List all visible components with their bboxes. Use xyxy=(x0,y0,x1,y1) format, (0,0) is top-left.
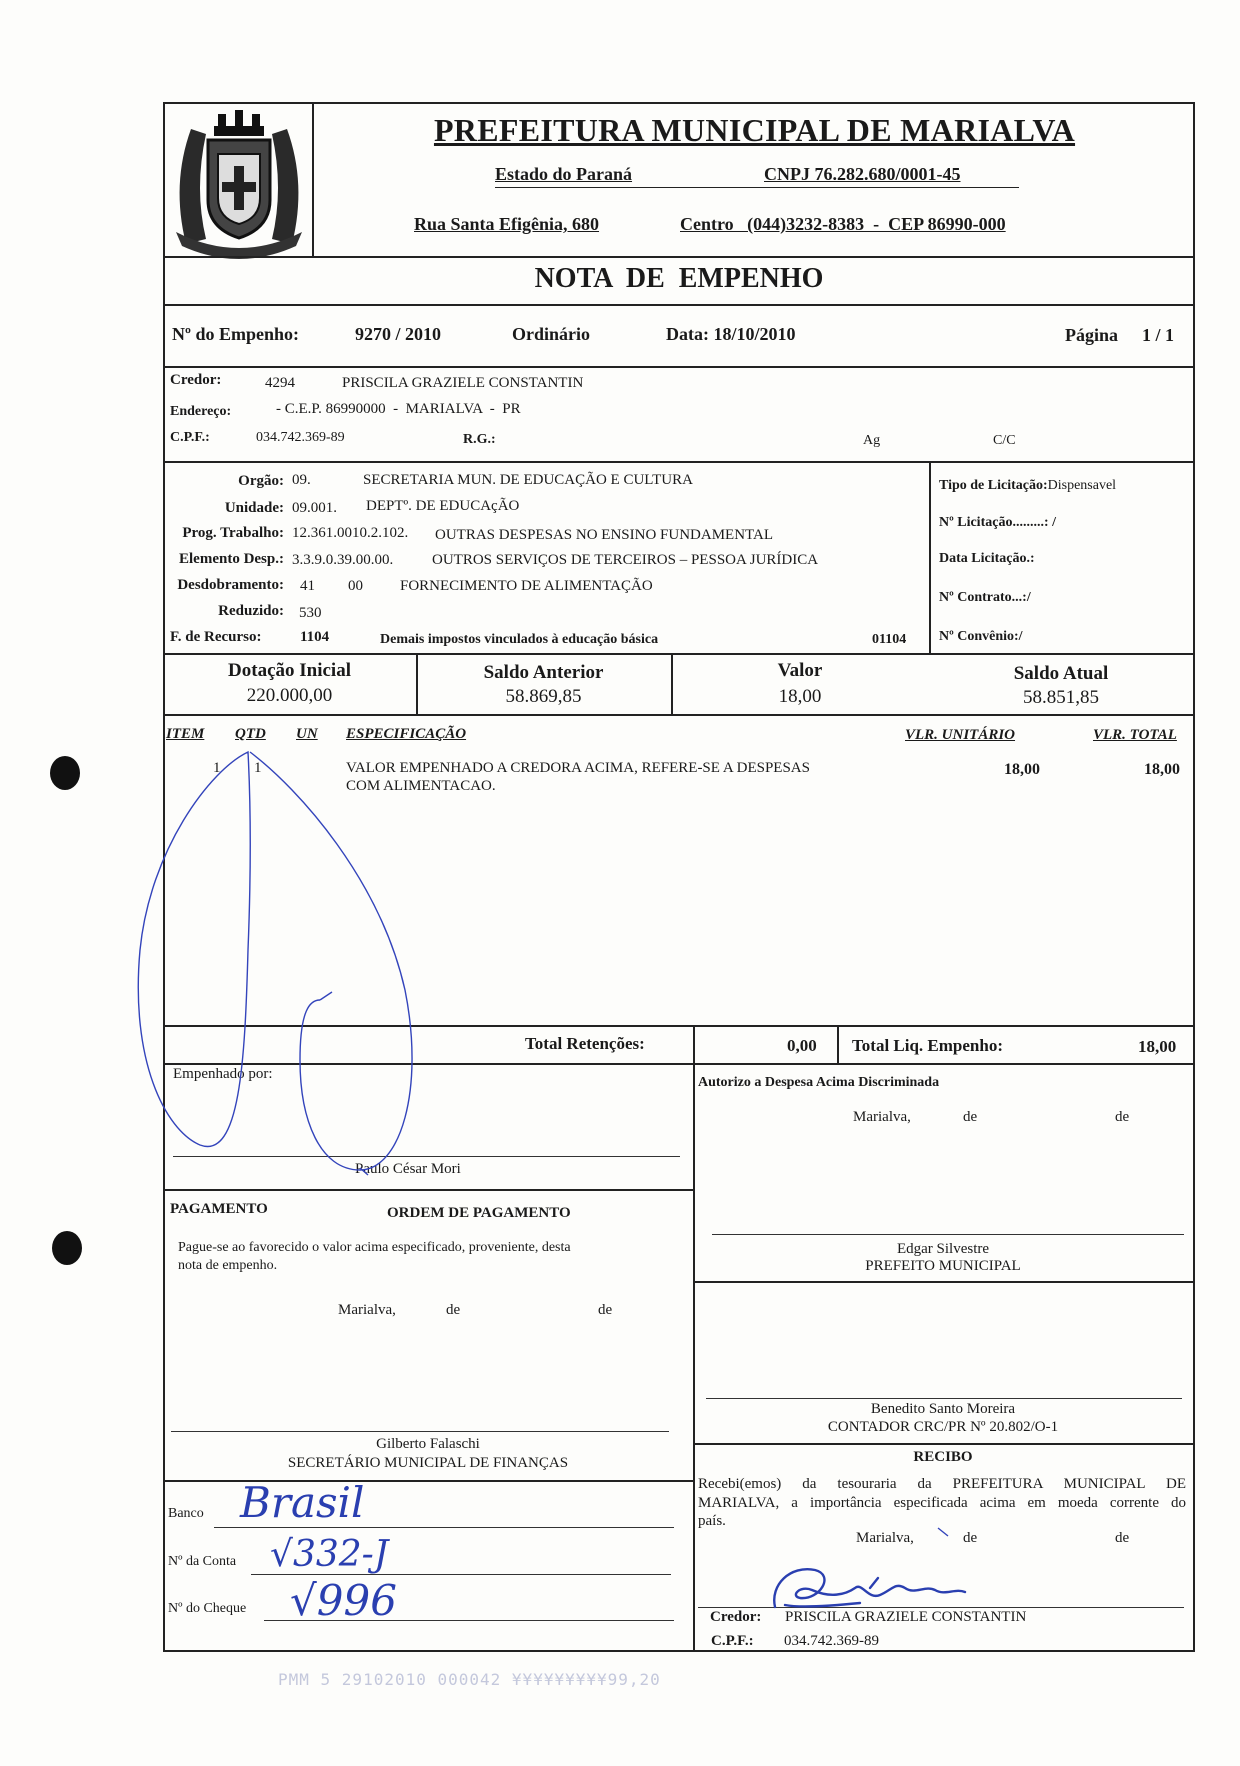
saldo-anterior-value: 58.869,85 xyxy=(505,686,582,707)
recibo-de-2: de xyxy=(1115,1530,1130,1546)
autorizo-de-2: de xyxy=(1115,1109,1130,1125)
credor-cpf: 034.742.369-89 xyxy=(256,430,345,445)
valor-value: 18,00 xyxy=(778,686,822,707)
retencoes-label: Total Retenções: xyxy=(525,1034,645,1053)
saldo-anterior-label: Saldo Anterior xyxy=(483,662,604,683)
item-total-value: 18,00 xyxy=(1144,761,1180,778)
col-header-especificacao: ESPECIFICAÇÃO xyxy=(346,726,467,742)
cpf-label: C.P.F.: xyxy=(170,430,210,445)
licitacao-tipo-label: Tipo de Licitação:Dispensavel xyxy=(939,478,1117,493)
secretary-name: Gilberto Falaschi xyxy=(376,1436,480,1452)
punch-hole-bottom xyxy=(52,1231,82,1265)
autorizo-de-1: de xyxy=(963,1109,978,1125)
col-header-item: ITEM xyxy=(166,726,205,742)
licitacao-data: Data Licitação.: xyxy=(939,551,1035,566)
dotacao-inicial-label: Dotação Inicial xyxy=(228,660,351,681)
recibo-de-1: de xyxy=(963,1530,978,1546)
accountant-name: Benedito Santo Moreira xyxy=(870,1401,1016,1417)
conta-label: Nº da Conta xyxy=(168,1554,237,1569)
elemento-label: Elemento Desp.: xyxy=(179,551,284,567)
retencoes-value: 0,00 xyxy=(787,1036,817,1055)
elemento-code: 3.3.9.0.39.00.00. xyxy=(292,552,394,568)
item-number: 1 xyxy=(213,760,221,776)
item-description-line-2: COM ALIMENTACAO. xyxy=(346,778,496,794)
document-title: NOTA DE EMPENHO xyxy=(534,263,824,294)
orgao-label: Orgão: xyxy=(238,473,284,489)
orgao-code: 09. xyxy=(292,472,311,488)
prog-label: Prog. Trabalho: xyxy=(182,525,284,541)
page-label: Página xyxy=(1065,325,1119,345)
cheque-handwritten: √996 xyxy=(290,1576,397,1625)
banco-label: Banco xyxy=(168,1506,204,1521)
desdobramento-a: 41 xyxy=(300,578,315,594)
recibo-place: Marialva, xyxy=(856,1530,914,1546)
page-number: 1 / 1 xyxy=(1142,325,1175,345)
valor-label: Valor xyxy=(777,660,823,681)
coat-of-arms-logo xyxy=(166,104,312,254)
unidade-code: 09.001. xyxy=(292,500,337,516)
empenho-type: Ordinário xyxy=(512,324,591,344)
pagamento-text-line-2: nota de empenho. xyxy=(178,1258,278,1273)
col-header-vlr-total: VLR. TOTAL xyxy=(1093,727,1177,743)
recurso-name: Demais impostos vinculados à educação básica xyxy=(380,632,659,647)
recibo-text-line-1: Recebi(emos) da tesouraria da PREFEITURA MUNICIPAL DE xyxy=(698,1476,1186,1492)
recibo-credor-label: Credor: xyxy=(710,1609,762,1625)
recibo-cpf: 034.742.369-89 xyxy=(784,1633,879,1649)
item-qtd: 1 xyxy=(254,760,262,776)
desdobramento-b: 00 xyxy=(348,578,363,594)
page-title: PREFEITURA MUNICIPAL DE MARIALVA xyxy=(433,112,1076,148)
desdobramento-name: FORNECIMENTO DE ALIMENTAÇÃO xyxy=(400,578,653,594)
recibo-credor-name: PRISCILA GRAZIELE CONSTANTIN xyxy=(785,1609,1027,1625)
dotacao-inicial-value: 220.000,00 xyxy=(246,685,333,706)
bank-stamp: PMM 5 29102010 000042 ¥¥¥¥¥¥¥¥¥99,20 xyxy=(278,1670,661,1689)
address-label: Centro (044)3232-8383 - CEP 86990-000 xyxy=(680,214,1006,234)
saldo-atual-label: Saldo Atual xyxy=(1013,663,1109,684)
recibo-title: RECIBO xyxy=(913,1449,973,1465)
convenio-numero: Nº Convênio:/ xyxy=(939,629,1023,644)
autorizo-place: Marialva, xyxy=(853,1109,911,1125)
col-header-un: UN xyxy=(296,726,318,742)
total-liq-label: Total Liq. Empenho: xyxy=(852,1036,1003,1055)
item-unit-value: 18,00 xyxy=(1004,761,1040,778)
reduzido-label: Reduzido: xyxy=(218,603,284,619)
unidade-name: DEPTº. DE EDUCAçÃO xyxy=(366,498,520,514)
desdobramento-label: Desdobramento: xyxy=(177,577,284,593)
pagamento-de-1: de xyxy=(446,1302,461,1318)
accountant-title: CONTADOR CRC/PR Nº 20.802/O-1 xyxy=(827,1419,1059,1435)
secretary-title: SECRETÁRIO MUNICIPAL DE FINANÇAS xyxy=(287,1455,569,1471)
credor-name: PRISCILA GRAZIELE CONSTANTIN xyxy=(342,375,584,391)
street-label: Rua Santa Efigênia, 680 xyxy=(414,214,600,234)
autorizo-label: Autorizo a Despesa Acima Discriminada xyxy=(698,1075,940,1090)
empenho-date: Data: 18/10/2010 xyxy=(666,324,796,344)
item-description-line-1: VALOR EMPENHADO A CREDORA ACIMA, REFERE-SE A DESPESAS xyxy=(346,760,810,776)
mayor-name: Edgar Silvestre xyxy=(896,1241,990,1257)
empenhado-por-name: Paulo César Mori xyxy=(355,1161,461,1177)
recurso-code: 1104 xyxy=(300,629,330,645)
saldo-atual-value: 58.851,85 xyxy=(1023,687,1099,708)
prog-name: OUTRAS DESPESAS NO ENSINO FUNDAMENTAL xyxy=(435,527,773,543)
col-header-qtd: QTD xyxy=(235,726,266,742)
ag-label: Ag xyxy=(863,433,881,448)
credor-address: - C.E.P. 86990000 - MARIALVA - PR xyxy=(276,401,521,417)
recibo-cpf-label: C.P.F.: xyxy=(711,1633,754,1649)
cnpj-label: CNPJ 76.282.680/0001-45 xyxy=(764,164,961,184)
cheque-label: Nº do Cheque xyxy=(168,1601,247,1616)
orgao-name: SECRETARIA MUN. DE EDUCAÇÃO E CULTURA xyxy=(363,472,693,488)
reduzido-value: 530 xyxy=(299,605,322,621)
credor-code: 4294 xyxy=(265,375,295,391)
state-label: Estado do Paraná xyxy=(495,164,633,184)
mayor-title: PREFEITO MUNICIPAL xyxy=(865,1258,1021,1274)
punch-hole-top xyxy=(50,756,80,790)
empenhado-por-label: Empenhado por: xyxy=(173,1066,273,1082)
licitacao-numero: Nº Licitação.........: / xyxy=(939,515,1056,530)
contrato-numero: Nº Contrato...:/ xyxy=(939,590,1031,605)
address-field-label: Endereço: xyxy=(170,404,232,419)
recibo-text-line-3: país. xyxy=(698,1513,726,1529)
total-liq-value: 18,00 xyxy=(1138,1037,1177,1056)
empenho-number-label: Nº do Empenho: xyxy=(172,324,299,344)
col-header-vlr-unitario: VLR. UNITÁRIO xyxy=(905,727,1016,743)
elemento-name: OUTROS SERVIÇOS DE TERCEIROS – PESSOA JURÍDICA xyxy=(432,552,819,568)
banco-handwritten: Brasil xyxy=(240,1478,365,1527)
credor-label: Credor: xyxy=(170,372,222,388)
pagamento-label: PAGAMENTO xyxy=(170,1201,268,1217)
pagamento-text-line-1: Pague-se ao favorecido o valor acima especificado, proveniente, desta xyxy=(178,1240,571,1255)
prog-code: 12.361.0010.2.102. xyxy=(292,525,409,541)
recibo-text-line-2: MARIALVA, a importância especificada acima em moeda corrente do xyxy=(698,1495,1186,1511)
conta-handwritten: √332-J xyxy=(270,1534,389,1575)
unidade-label: Unidade: xyxy=(224,500,284,516)
rg-label: R.G.: xyxy=(463,432,496,447)
ordem-pagamento-label: ORDEM DE PAGAMENTO xyxy=(387,1205,571,1221)
pagamento-place: Marialva, xyxy=(338,1302,396,1318)
cc-label: C/C xyxy=(993,433,1016,448)
recurso-label: F. de Recurso: xyxy=(170,629,262,645)
pagamento-de-2: de xyxy=(598,1302,613,1318)
recurso-code-2: 01104 xyxy=(872,632,907,647)
empenho-number: 9270 / 2010 xyxy=(355,324,442,344)
